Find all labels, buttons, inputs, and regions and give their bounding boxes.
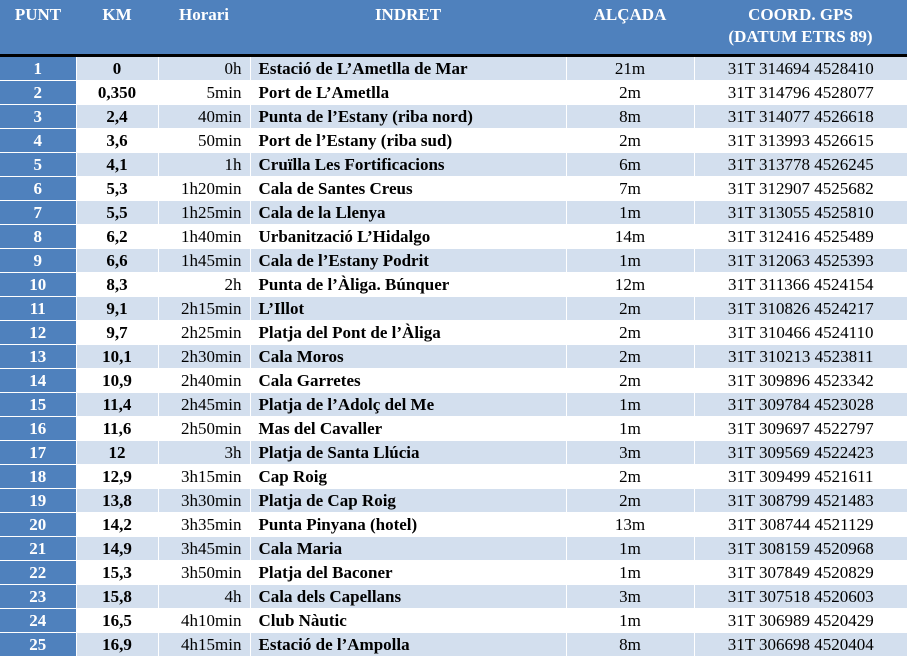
cell-horari: 1h40min (158, 224, 250, 248)
cell-indret: Platja del Baconer (250, 560, 566, 584)
cell-punt: 20 (0, 512, 76, 536)
cell-indret: Port de L’Ametlla (250, 80, 566, 104)
cell-coord-gps: 31T 309697 4522797 (694, 416, 907, 440)
cell-horari: 4h10min (158, 608, 250, 632)
cell-indret: Cala de la Llenya (250, 200, 566, 224)
cell-coord-gps: 31T 310826 4524217 (694, 296, 907, 320)
cell-indret: Platja de Santa Llúcia (250, 440, 566, 464)
cell-alcada: 1m (566, 416, 694, 440)
table-row (0, 512, 907, 536)
cell-punt: 25 (0, 632, 76, 656)
cell-alcada: 1m (566, 200, 694, 224)
table-row (0, 392, 907, 416)
cell-punt: 2 (0, 80, 76, 104)
header-indret: INDRET (250, 0, 566, 55)
cell-indret: Punta de l’Àliga. Búnquer (250, 272, 566, 296)
cell-indret: Cap Roig (250, 464, 566, 488)
cell-punt: 23 (0, 584, 76, 608)
cell-alcada: 2m (566, 296, 694, 320)
table-row (0, 176, 907, 200)
cell-coord-gps: 31T 309499 4521611 (694, 464, 907, 488)
cell-punt: 18 (0, 464, 76, 488)
table-row (0, 488, 907, 512)
cell-alcada: 8m (566, 104, 694, 128)
cell-km: 2,4 (76, 104, 158, 128)
cell-alcada: 14m (566, 224, 694, 248)
header-km: KM (76, 0, 158, 55)
cell-km: 0 (76, 55, 158, 80)
table-row (0, 464, 907, 488)
cell-coord-gps: 31T 309569 4522423 (694, 440, 907, 464)
cell-km: 11,6 (76, 416, 158, 440)
cell-alcada: 1m (566, 536, 694, 560)
cell-horari: 2h30min (158, 344, 250, 368)
cell-punt: 17 (0, 440, 76, 464)
cell-indret: Platja de l’Adolç del Me (250, 392, 566, 416)
cell-punt: 16 (0, 416, 76, 440)
header-alcada: ALÇADA (566, 0, 694, 55)
cell-indret: Punta Pinyana (hotel) (250, 512, 566, 536)
cell-alcada: 6m (566, 152, 694, 176)
cell-punt: 24 (0, 608, 76, 632)
table-row (0, 608, 907, 632)
cell-horari: 3h15min (158, 464, 250, 488)
cell-indret: Estació de l’Ampolla (250, 632, 566, 656)
cell-indret: Platja del Pont de l’Àliga (250, 320, 566, 344)
cell-indret: Estació de L’Ametlla de Mar (250, 55, 566, 80)
cell-horari: 1h25min (158, 200, 250, 224)
cell-horari: 2h45min (158, 392, 250, 416)
cell-horari: 2h15min (158, 296, 250, 320)
table-row (0, 80, 907, 104)
cell-indret: Cala Moros (250, 344, 566, 368)
cell-coord-gps: 31T 312416 4525489 (694, 224, 907, 248)
cell-coord-gps: 31T 313055 4525810 (694, 200, 907, 224)
cell-coord-gps: 31T 311366 4524154 (694, 272, 907, 296)
cell-indret: Punta de l’Estany (riba nord) (250, 104, 566, 128)
header-coord-line2: (DATUM ETRS 89) (728, 27, 873, 46)
cell-km: 9,1 (76, 296, 158, 320)
cell-indret: Club Nàutic (250, 608, 566, 632)
cell-punt: 19 (0, 488, 76, 512)
cell-alcada: 1m (566, 248, 694, 272)
cell-punt: 21 (0, 536, 76, 560)
table-row (0, 416, 907, 440)
cell-punt: 11 (0, 296, 76, 320)
cell-coord-gps: 31T 312063 4525393 (694, 248, 907, 272)
cell-km: 6,6 (76, 248, 158, 272)
header-coord-gps (694, 0, 907, 55)
cell-punt: 22 (0, 560, 76, 584)
cell-alcada: 8m (566, 632, 694, 656)
table-row (0, 344, 907, 368)
table-row (0, 55, 907, 80)
cell-km: 5,3 (76, 176, 158, 200)
table-row (0, 296, 907, 320)
cell-alcada: 12m (566, 272, 694, 296)
table-row (0, 128, 907, 152)
cell-horari: 4h (158, 584, 250, 608)
cell-punt: 1 (0, 55, 76, 80)
cell-horari: 2h (158, 272, 250, 296)
cell-km: 15,8 (76, 584, 158, 608)
table-row (0, 440, 907, 464)
table-row (0, 536, 907, 560)
cell-coord-gps: 31T 307849 4520829 (694, 560, 907, 584)
cell-coord-gps: 31T 313778 4526245 (694, 152, 907, 176)
cell-km: 10,9 (76, 368, 158, 392)
header-row (0, 0, 907, 55)
cell-punt: 5 (0, 152, 76, 176)
cell-punt: 13 (0, 344, 76, 368)
cell-horari: 2h25min (158, 320, 250, 344)
cell-punt: 4 (0, 128, 76, 152)
cell-coord-gps: 31T 314077 4526618 (694, 104, 907, 128)
cell-horari: 0h (158, 55, 250, 80)
table-row (0, 368, 907, 392)
cell-horari: 1h45min (158, 248, 250, 272)
table-header (0, 0, 907, 55)
header-punt: PUNT (0, 0, 76, 55)
cell-alcada: 13m (566, 512, 694, 536)
table-row (0, 560, 907, 584)
cell-coord-gps: 31T 308159 4520968 (694, 536, 907, 560)
cell-km: 4,1 (76, 152, 158, 176)
header-horari: Horari (158, 0, 250, 55)
cell-km: 11,4 (76, 392, 158, 416)
cell-coord-gps: 31T 306989 4520429 (694, 608, 907, 632)
cell-km: 9,7 (76, 320, 158, 344)
cell-alcada: 1m (566, 560, 694, 584)
cell-horari: 3h (158, 440, 250, 464)
cell-coord-gps: 31T 306698 4520404 (694, 632, 907, 656)
cell-km: 6,2 (76, 224, 158, 248)
cell-punt: 7 (0, 200, 76, 224)
cell-coord-gps: 31T 308799 4521483 (694, 488, 907, 512)
cell-horari: 2h50min (158, 416, 250, 440)
cell-horari: 1h (158, 152, 250, 176)
cell-horari: 2h40min (158, 368, 250, 392)
cell-horari: 3h45min (158, 536, 250, 560)
cell-alcada: 2m (566, 320, 694, 344)
cell-punt: 3 (0, 104, 76, 128)
cell-km: 0,350 (76, 80, 158, 104)
cell-indret: Cala de Santes Creus (250, 176, 566, 200)
table-row (0, 200, 907, 224)
cell-coord-gps: 31T 310466 4524110 (694, 320, 907, 344)
cell-km: 5,5 (76, 200, 158, 224)
cell-indret: Cruïlla Les Fortificacions (250, 152, 566, 176)
cell-horari: 3h50min (158, 560, 250, 584)
cell-km: 15,3 (76, 560, 158, 584)
cell-indret: Cala Garretes (250, 368, 566, 392)
cell-alcada: 1m (566, 608, 694, 632)
cell-coord-gps: 31T 312907 4525682 (694, 176, 907, 200)
cell-km: 14,9 (76, 536, 158, 560)
cell-coord-gps: 31T 308744 4521129 (694, 512, 907, 536)
cell-coord-gps: 31T 314694 4528410 (694, 55, 907, 80)
cell-punt: 15 (0, 392, 76, 416)
cell-alcada: 2m (566, 128, 694, 152)
cell-alcada: 1m (566, 392, 694, 416)
cell-alcada: 3m (566, 584, 694, 608)
cell-indret: Cala de l’Estany Podrit (250, 248, 566, 272)
cell-horari: 50min (158, 128, 250, 152)
cell-km: 10,1 (76, 344, 158, 368)
cell-horari: 4h15min (158, 632, 250, 656)
cell-coord-gps: 31T 309784 4523028 (694, 392, 907, 416)
cell-punt: 12 (0, 320, 76, 344)
cell-indret: Platja de Cap Roig (250, 488, 566, 512)
cell-alcada: 2m (566, 368, 694, 392)
cell-alcada: 21m (566, 55, 694, 80)
cell-horari: 5min (158, 80, 250, 104)
cell-alcada: 2m (566, 80, 694, 104)
cell-punt: 14 (0, 368, 76, 392)
cell-punt: 6 (0, 176, 76, 200)
cell-km: 12,9 (76, 464, 158, 488)
cell-coord-gps: 31T 307518 4520603 (694, 584, 907, 608)
cell-horari: 3h35min (158, 512, 250, 536)
header-coord-line1: COORD. GPS (748, 5, 853, 24)
cell-punt: 9 (0, 248, 76, 272)
cell-alcada: 2m (566, 344, 694, 368)
cell-punt: 10 (0, 272, 76, 296)
cell-km: 14,2 (76, 512, 158, 536)
table-row (0, 272, 907, 296)
cell-indret: Port de l’Estany (riba sud) (250, 128, 566, 152)
cell-coord-gps: 31T 309896 4523342 (694, 368, 907, 392)
table-row (0, 320, 907, 344)
cell-coord-gps: 31T 314796 4528077 (694, 80, 907, 104)
cell-punt: 8 (0, 224, 76, 248)
cell-horari: 3h30min (158, 488, 250, 512)
cell-km: 8,3 (76, 272, 158, 296)
table-row (0, 584, 907, 608)
table-body (0, 55, 907, 656)
cell-km: 3,6 (76, 128, 158, 152)
cell-km: 13,8 (76, 488, 158, 512)
cell-km: 16,9 (76, 632, 158, 656)
cell-indret: L’Illot (250, 296, 566, 320)
cell-indret: Mas del Cavaller (250, 416, 566, 440)
cell-horari: 1h20min (158, 176, 250, 200)
cell-alcada: 3m (566, 440, 694, 464)
cell-horari: 40min (158, 104, 250, 128)
table-row (0, 104, 907, 128)
cell-alcada: 7m (566, 176, 694, 200)
cell-km: 16,5 (76, 608, 158, 632)
cell-indret: Urbanització L’Hidalgo (250, 224, 566, 248)
cell-km: 12 (76, 440, 158, 464)
table-row (0, 632, 907, 656)
table-row (0, 248, 907, 272)
table-row (0, 224, 907, 248)
cell-alcada: 2m (566, 488, 694, 512)
cell-indret: Cala dels Capellans (250, 584, 566, 608)
table-row (0, 152, 907, 176)
cell-indret: Cala Maria (250, 536, 566, 560)
cell-coord-gps: 31T 310213 4523811 (694, 344, 907, 368)
cell-alcada: 2m (566, 464, 694, 488)
cell-coord-gps: 31T 313993 4526615 (694, 128, 907, 152)
